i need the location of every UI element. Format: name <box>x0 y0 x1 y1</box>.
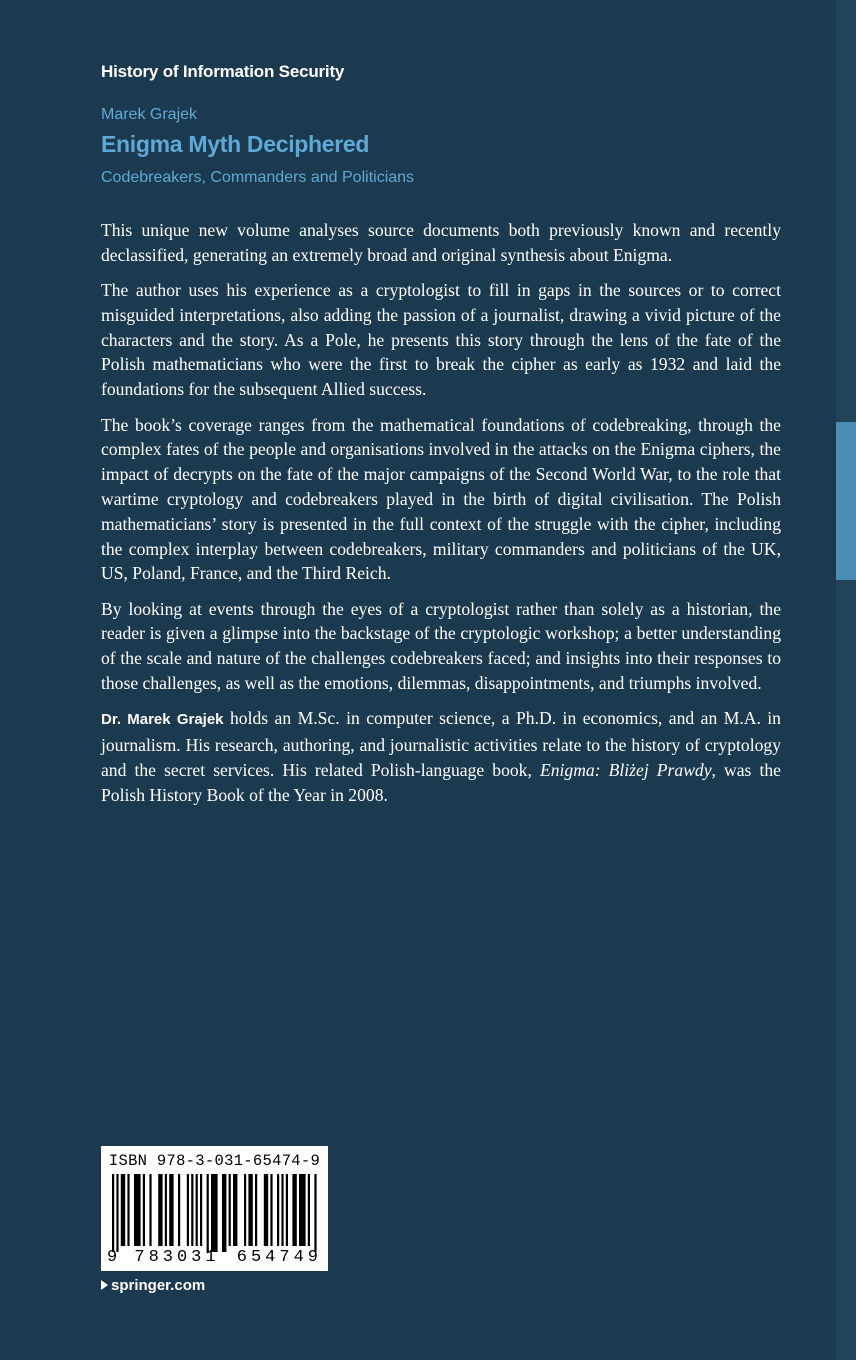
barcode-bar <box>121 1174 125 1246</box>
barcode-bar <box>299 1174 306 1246</box>
barcode-digit-lead: 9 <box>107 1248 118 1267</box>
blurb-paragraph-1: This unique new volume analyses source documents both previously known and recently declassified, generating an extremely broad and original synthesis about Enigma. <box>101 220 781 265</box>
barcode-bar <box>233 1174 237 1246</box>
author-name: Marek Grajek <box>101 106 198 123</box>
barcode-bar <box>200 1174 202 1246</box>
barcode-bar <box>281 1174 283 1246</box>
barcode-bar <box>264 1174 268 1246</box>
blurb-text <box>101 218 781 818</box>
barcode-bar <box>292 1174 296 1246</box>
barcode-bar <box>207 1174 209 1252</box>
isbn-barcode <box>101 1146 328 1271</box>
barcode-bar <box>134 1174 141 1246</box>
book-subtitle: Codebreakers, Commanders and Politicians <box>101 169 415 186</box>
bio-text-1: holds an M.Sc. in computer science, a Ph.D. in economics, and an M.A. in journalism. His research, authoring, and journalistic activities relate to the history of cryptology and the secret services. His related Polish-language book, <box>101 708 781 780</box>
bio-author-name: Dr. Marek Grajek <box>101 711 224 729</box>
barcode-bar <box>178 1174 180 1246</box>
barcode-bar <box>248 1174 252 1246</box>
barcode-bar <box>211 1174 218 1252</box>
barcode-digit-group-2: 654749 <box>236 1248 322 1267</box>
spine-accent-bar <box>836 422 856 580</box>
barcode-bar <box>229 1174 231 1246</box>
barcode-bar <box>116 1174 118 1252</box>
barcode-bar <box>112 1174 114 1252</box>
barcode-bar <box>187 1174 189 1246</box>
bio-text-2: , was the Polish History Book of the Year in 2008. <box>101 759 781 805</box>
barcode-bar <box>244 1174 246 1246</box>
bio-book-title: Enigma: Bliżej Prawdy <box>539 759 712 780</box>
isbn-label: ISBN 978-3-031-65474-9 <box>108 1152 321 1170</box>
barcode-bar <box>149 1174 151 1246</box>
barcode-bar <box>143 1174 145 1246</box>
publisher-url: springer.com <box>111 1277 206 1294</box>
barcode-digit-group-1: 783031 <box>134 1248 220 1267</box>
blurb-paragraph-3: The book’s coverage ranges from the mathematical foundations of codebreaking, through the complex fates of the people and organisations involved in the attacks on the Enigma ciphers, the impact of decrypts on the fate of the major campaigns of the Second World War, to the role that wartime cryptology and codebreakers played in the birth of digital civilisation. The Polish mathematicians’ story is presented in the full context of the struggle with the cipher, including the complex interplay between codebreakers, military commanders and politicians of the UK, US, Poland, France, and the Third Reich. <box>101 414 781 584</box>
author-bio <box>101 706 781 807</box>
barcode-bar <box>169 1174 173 1246</box>
barcode-bar <box>222 1174 226 1252</box>
series-title: History of Information Security <box>101 62 345 81</box>
blurb-paragraph-4: By looking at events through the eyes of a cryptologist rather than solely as a historian, the reader is given a glimpse into the backstage of the cryptologic workshop; a better understanding of the scale and nature of the challenges codebreakers faced; and insights into their responses to those challenges, as well as the emotions, dilemmas, disappointments, and triumphs involved. <box>101 598 781 694</box>
barcode-bar <box>165 1174 167 1246</box>
barcode-bar <box>255 1174 257 1246</box>
barcode-bar <box>314 1174 316 1252</box>
barcode-bar <box>158 1174 162 1246</box>
barcode-bar <box>270 1174 272 1246</box>
spine-strip <box>836 0 856 1360</box>
barcode-digits <box>101 1248 328 1267</box>
barcode-bar <box>308 1174 310 1246</box>
barcode-bar <box>286 1174 288 1246</box>
arrow-right-icon <box>101 1280 108 1290</box>
barcode-bar <box>127 1174 129 1246</box>
publisher-link[interactable] <box>101 1277 205 1294</box>
barcode-bar <box>277 1174 279 1246</box>
blurb-paragraph-2: The author uses his experience as a cryptologist to fill in gaps in the sources or to correct misguided interpretations, also adding the passion of a journalist, drawing a vivid picture of the characters and the story. As a Pole, he presents this story through the lens of the fate of the Polish mathematicians who were the first to break the cipher as early as 1932 and laid the foundations for the subsequent Allied success. <box>101 280 781 400</box>
barcode-bar <box>196 1174 198 1246</box>
barcode-bar <box>191 1174 193 1246</box>
book-title: Enigma Myth Deciphered <box>101 131 370 157</box>
